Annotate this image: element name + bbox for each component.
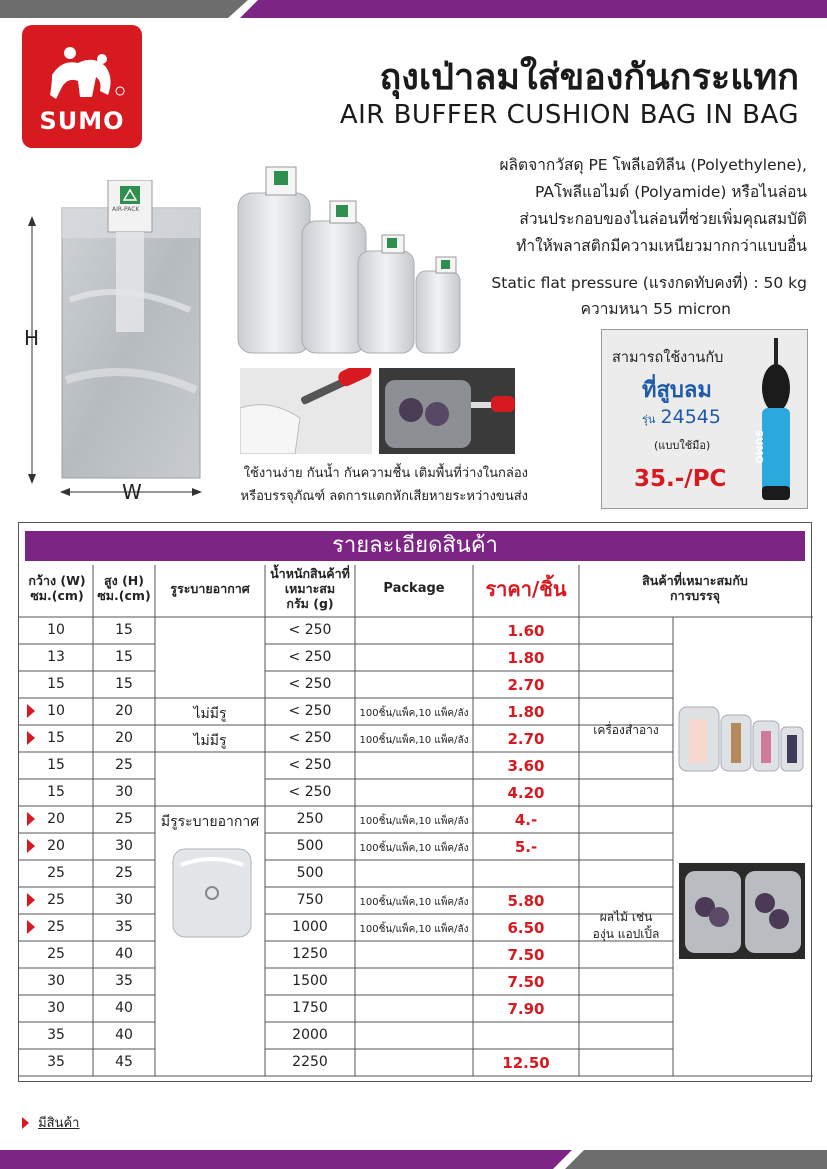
cell-price: 5.80 [507,892,545,910]
header-height: สูง (H) ซม.(cm) [97,573,151,603]
pump-brand-text: SUMO [753,430,764,464]
cell-w: 25 [47,892,65,908]
cell-w: 30 [47,1000,65,1016]
pump-manual-note: (แบบใช้มือ) [654,439,711,452]
pump-price: 35.-/PC [634,466,727,492]
cell-w: 25 [47,919,65,935]
in-stock-arrow-icon [27,731,35,745]
cell-weight: 750 [296,892,324,908]
description-line: ทำให้พลาสติกมีความเหนียวมากกว่าแบบอื่น [516,237,807,255]
stock-legend [22,1112,79,1133]
stock-legend-text: มีสินค้า [38,1116,80,1131]
product-description [447,152,807,260]
cell-w: 35 [47,1054,65,1070]
cell-h: 20 [115,730,133,746]
cell-w: 25 [47,865,65,881]
cell-h: 25 [115,865,133,881]
cell-weight: 500 [296,865,324,881]
inflated-bags-image [236,165,476,355]
usage-description [228,462,528,508]
top-decorative-bar [0,0,827,18]
cell-w: 25 [47,946,65,962]
pump-usage-photo [240,368,372,454]
cell-w: 35 [47,1027,65,1043]
cell-h: 35 [115,973,133,989]
description-line: PAโพลีแอไมด์ (Polyamide) หรือไนล่อน [534,183,807,201]
cell-w: 15 [47,676,65,692]
cosmetics-bags-image [677,693,807,773]
cell-weight: < 250 [288,649,332,665]
cell-vent: ไม่มีรู [193,733,227,749]
width-label: W [122,480,142,504]
cell-h: 35 [115,919,133,935]
in-stock-arrow-icon [27,704,35,718]
pump-model-row [642,406,721,428]
red-arrow-icon [22,1117,29,1129]
cell-h: 30 [115,892,133,908]
bottom-decorative-bar [0,1150,827,1169]
bag-tag-label: AIR-PACK [112,206,140,213]
cell-w: 15 [47,730,65,746]
product-details-table [18,522,812,1082]
cell-vent: มีรูระบายอากาศ [160,814,260,830]
cell-w: 10 [47,703,65,719]
pump-model-label: รุ่น [642,413,656,426]
cell-price: 1.80 [507,703,545,721]
hand-pump-icon [752,336,802,504]
cell-h: 25 [115,811,133,827]
fruit-bags-image [679,863,805,959]
cell-price: 6.50 [507,919,545,937]
table-title: รายละเอียดสินค้า [25,531,805,561]
flat-bag-diagram [20,180,220,500]
cell-h: 15 [115,622,133,638]
header-package: Package [383,581,445,596]
header-width: กว้าง (W) ซม.(cm) [28,573,86,603]
in-stock-arrow-icon [27,893,35,907]
cell-w: 15 [47,784,65,800]
cell-price: 12.50 [502,1054,550,1072]
pump-compatible-text: สามารถใช้งานกับ [612,350,724,366]
cell-price: 1.60 [507,622,545,640]
cell-price: 4.- [514,811,538,829]
cell-w: 13 [47,649,65,665]
cell-h: 40 [115,1027,133,1043]
sumo-logo [22,25,142,148]
cell-weight: < 250 [288,757,332,773]
header-suitable: สินค้าที่เหมาะสมกับ การบรรจุ [642,573,748,603]
pump-model-number: 24545 [660,406,721,428]
page-title-thai: ถุงเป่าลมใส่ของกันกระแทก [379,57,799,98]
in-stock-arrow-icon [27,812,35,826]
page-title-english: AIR BUFFER CUSHION BAG IN BAG [339,100,799,130]
header-weight: น้ำหนักสินค้าที่ เหมาะสม กรัม (g) [270,566,350,611]
usage-line: ใช้งานง่าย กันน้ำ กันความชื้น เติมพื้นที่ว่างในกล่อง [243,466,528,481]
cell-w: 20 [47,838,65,854]
cell-h: 30 [115,784,133,800]
cell-weight: 2250 [292,1054,328,1070]
cell-price: 4.20 [507,784,545,802]
cell-h: 15 [115,649,133,665]
cell-weight: < 250 [288,730,332,746]
in-stock-arrow-icon [27,920,35,934]
cell-w: 20 [47,811,65,827]
pump-name: ที่สูบลม [642,378,712,403]
cell-weight: 1500 [292,973,328,989]
cell-h: 40 [115,1000,133,1016]
cell-weight: 1000 [292,919,328,935]
cell-price: 7.90 [507,1000,545,1018]
cell-weight: 1250 [292,946,328,962]
cell-price: 7.50 [507,946,545,964]
cell-price: 5.- [514,838,538,856]
cell-pkg: 100ชิ้น/แพ็ค,10 แพ็ค/ลัง [359,924,469,935]
cell-price: 7.50 [507,973,545,991]
in-stock-arrow-icon [27,839,35,853]
usage-line: หรือบรรจุภัณฑ์ ลดการแตกหักเสียหายระหว่างขนส่ง [240,489,528,504]
static-pressure-spec: Static flat pressure (แรงกดทับคงที่) : 50 kg [491,274,807,292]
filled-bag-photo-icon [379,368,515,454]
cell-price: 2.70 [507,730,545,748]
cell-h: 25 [115,757,133,773]
cell-pkg: 100ชิ้น/แพ็ค,10 แพ็ค/ลัง [359,897,469,908]
cell-vent: ไม่มีรู [193,706,227,722]
cell-weight: < 250 [288,703,332,719]
logo-text: SUMO [39,107,125,135]
cell-pkg: 100ชิ้น/แพ็ค,10 แพ็ค/ลัง [359,843,469,854]
description-line: ส่วนประกอบของไนล่อนที่ช่วยเพิ่มคุณสมบัติ [519,210,807,228]
vented-bag-image [167,845,257,941]
cell-pkg: 100ชิ้น/แพ็ค,10 แพ็ค/ลัง [359,735,469,746]
cell-h: 20 [115,703,133,719]
suitable-fruits: ผลไม้ เช่น องุ่น แอปเปิ้ล [592,910,660,941]
cell-h: 30 [115,838,133,854]
cell-weight: 250 [296,811,324,827]
cell-h: 15 [115,676,133,692]
height-label: H [24,326,40,350]
pump-promo-box [601,329,808,509]
header-vent: รูระบายอากาศ [170,581,250,596]
cell-h: 40 [115,946,133,962]
cell-pkg: 100ชิ้น/แพ็ค,10 แพ็ค/ลัง [359,816,469,827]
suitable-cosmetics: เครื่องสำอาง [593,723,659,737]
cell-pkg: 100ชิ้น/แพ็ค,10 แพ็ค/ลัง [359,708,469,719]
thickness-spec: ความหนา 55 micron [580,300,731,318]
cell-w: 15 [47,757,65,773]
cell-weight: 2000 [292,1027,328,1043]
cell-h: 45 [115,1054,133,1070]
header-price: ราคา/ชิ้น [485,577,567,601]
cell-price: 2.70 [507,676,545,694]
filled-bag-photo [379,368,515,454]
table-grid [19,523,813,1083]
description-line: ผลิตจากวัสดุ PE โพลีเอทิลีน (Polyethylene), [499,156,807,174]
cell-weight: < 250 [288,622,332,638]
hand-pump-photo-icon [240,368,372,454]
cell-price: 1.80 [507,649,545,667]
cell-price: 3.60 [507,757,545,775]
cell-weight: < 250 [288,676,332,692]
cell-weight: 1750 [292,1000,328,1016]
cell-weight: < 250 [288,784,332,800]
cell-weight: 500 [296,838,324,854]
cell-w: 30 [47,973,65,989]
cell-w: 10 [47,622,65,638]
